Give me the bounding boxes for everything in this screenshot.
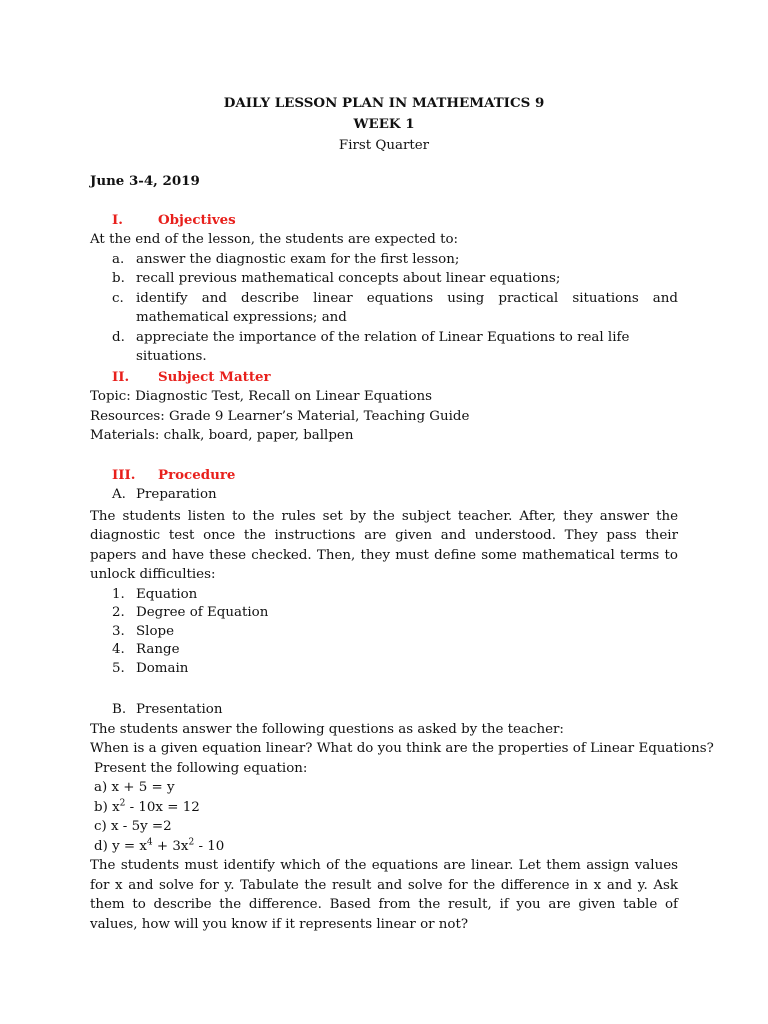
objectives-number: I. bbox=[112, 212, 123, 228]
objective-marker: b. bbox=[112, 271, 125, 286]
objective-marker: d. bbox=[112, 329, 125, 345]
presentation-line-3: Present the following equation: bbox=[94, 760, 308, 776]
term-item bbox=[90, 623, 678, 642]
objective-item bbox=[90, 328, 678, 367]
subject-matter-number: II. bbox=[112, 369, 130, 385]
objectives-title: Objectives bbox=[158, 212, 236, 228]
term-marker: 4. bbox=[112, 642, 125, 657]
equation-b-base: x bbox=[112, 799, 120, 815]
subject-matter-title: Subject Matter bbox=[158, 369, 271, 385]
term-item bbox=[90, 660, 678, 679]
objective-marker: a. bbox=[112, 251, 125, 267]
equation-c bbox=[90, 817, 678, 837]
presentation-closing: The students must identify which of the equations are linear. Let them assign values for x and solve for y. Tabulate the result and solve for the difference in x and y. Ask them to describe the difference. Based from the result, if you are given table of values, how will you know if it represents linear or not? bbox=[90, 858, 678, 932]
subject-matter-heading bbox=[90, 367, 678, 387]
presentation-line-2: When is a given equation linear? What do you think are the properties of Linear Equations? bbox=[90, 741, 714, 756]
materials-line: Materials: chalk, board, paper, ballpen bbox=[90, 428, 354, 443]
equation-d bbox=[90, 837, 678, 857]
preparation-subheading bbox=[90, 485, 678, 505]
objective-item bbox=[90, 289, 678, 328]
subject-matter-section bbox=[90, 367, 678, 446]
equation-a-label: a) bbox=[94, 780, 108, 795]
equation-b-rest: - 10x = 12 bbox=[125, 799, 200, 815]
equation-d-exponent-1: 4 bbox=[146, 837, 153, 848]
lesson-date: June 3-4, 2019 bbox=[90, 173, 200, 189]
objectives-section bbox=[90, 210, 678, 367]
preparation-text: The students listen to the rules set by the subject teacher. After, they answer the diagnostic test once the instructions are given and understood. They pass their papers and have these checked. Then, they must define some mathematical terms to unlock difficulties: bbox=[90, 508, 678, 582]
equation-a-text: x + 5 = y bbox=[111, 780, 175, 795]
objective-text: appreciate the importance of the relation of Linear Equations to real life situations. bbox=[136, 329, 630, 364]
procedure-title: Procedure bbox=[158, 467, 236, 483]
equation-d-base: y = x bbox=[112, 838, 147, 854]
equation-b-text bbox=[112, 800, 200, 815]
term-text: Equation bbox=[136, 586, 198, 602]
procedure-section bbox=[90, 465, 714, 934]
term-marker: 5. bbox=[112, 660, 125, 676]
objective-item bbox=[90, 250, 678, 270]
presentation-line-1: The students answer the following questions as asked by the teacher: bbox=[90, 721, 564, 737]
term-marker: 3. bbox=[112, 623, 125, 639]
procedure-number: III. bbox=[112, 467, 136, 483]
term-item bbox=[90, 604, 678, 623]
objectives-intro: At the end of the lesson, the students are expected to: bbox=[90, 232, 459, 247]
presentation-marker: B. bbox=[112, 702, 127, 717]
procedure-heading bbox=[90, 465, 678, 485]
term-marker: 2. bbox=[112, 605, 125, 620]
objective-item bbox=[90, 269, 678, 289]
term-item bbox=[90, 586, 678, 605]
term-item bbox=[90, 641, 678, 660]
term-text: Slope bbox=[136, 623, 175, 639]
terms-list bbox=[90, 586, 678, 679]
preparation-marker: A. bbox=[112, 487, 126, 502]
objective-text: recall previous mathematical concepts about linear equations; bbox=[136, 271, 561, 286]
equation-d-middle: + 3x bbox=[152, 838, 189, 854]
presentation-subheading bbox=[90, 700, 678, 720]
quarter-label: First Quarter bbox=[338, 138, 430, 153]
equation-b bbox=[90, 798, 678, 818]
week-label: WEEK 1 bbox=[353, 116, 415, 132]
equation-c-text: x - 5y =2 bbox=[111, 819, 172, 834]
equation-c-label: c) bbox=[94, 819, 107, 834]
preparation-label: Preparation bbox=[136, 487, 217, 502]
equation-d-label: d) bbox=[94, 838, 108, 854]
equation-a bbox=[90, 778, 678, 798]
term-text: Range bbox=[136, 642, 180, 657]
term-text: Degree of Equation bbox=[136, 605, 269, 620]
objective-text: answer the diagnostic exam for the first lesson; bbox=[136, 251, 460, 267]
resources-line: Resources: Grade 9 Learner’s Material, Teaching Guide bbox=[90, 408, 470, 424]
equation-d-text bbox=[112, 839, 224, 854]
objective-marker: c. bbox=[112, 290, 124, 306]
term-text: Domain bbox=[136, 660, 189, 676]
objectives-heading bbox=[90, 210, 678, 230]
equation-d-exponent-2: 2 bbox=[188, 837, 195, 848]
equation-d-rest: - 10 bbox=[194, 838, 225, 854]
document-header bbox=[90, 93, 678, 156]
equation-b-exponent: 2 bbox=[119, 798, 126, 809]
equation-b-label: b) bbox=[94, 799, 108, 815]
document-title: DAILY LESSON PLAN IN MATHEMATICS 9 bbox=[223, 95, 545, 111]
presentation-label: Presentation bbox=[136, 702, 223, 717]
topic-line: Topic: Diagnostic Test, Recall on Linear Equations bbox=[90, 389, 433, 404]
objective-text: identify and describe linear equations using practical situations and mathematical expressions; and bbox=[136, 290, 678, 325]
term-marker: 1. bbox=[112, 586, 125, 602]
